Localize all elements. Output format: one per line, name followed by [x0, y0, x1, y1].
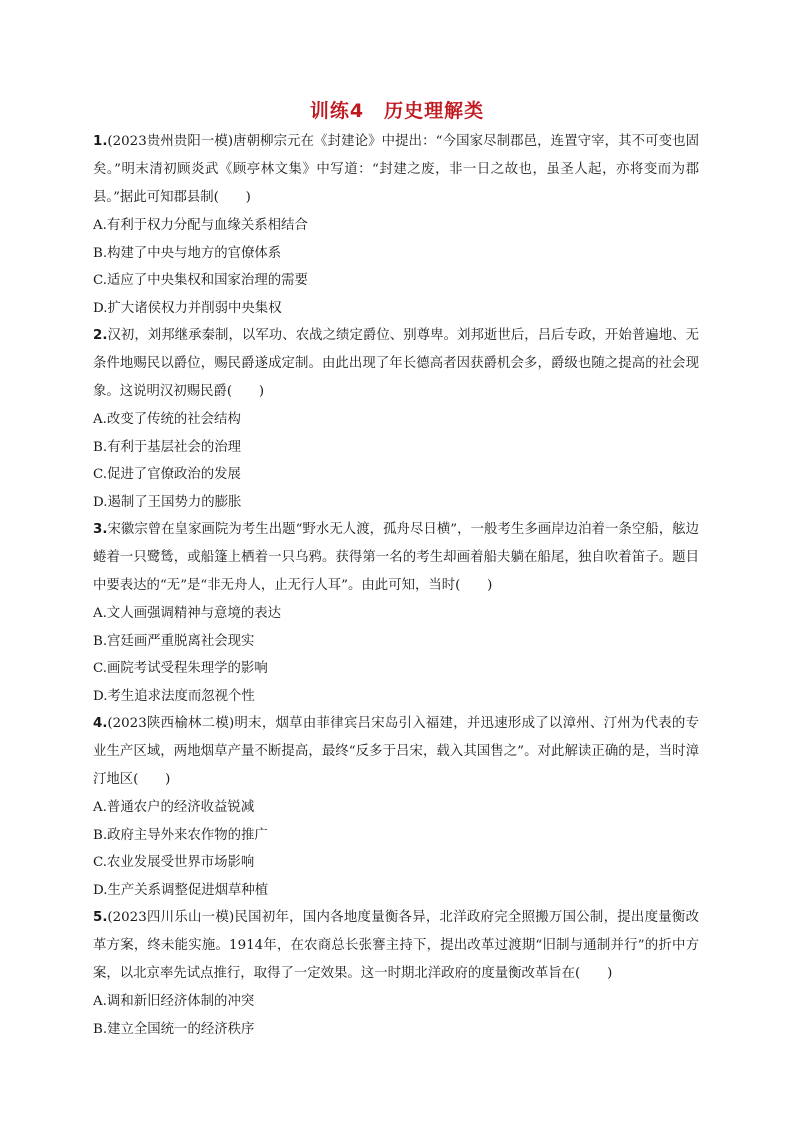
- question-number: 3.: [93, 522, 108, 537]
- option-b: B.构建了中央与地方的官僚体系: [93, 245, 282, 261]
- question-stem: [93, 128, 699, 212]
- option-d: D.生产关系调整促进烟草种植: [93, 882, 269, 898]
- question-text: 汉初，刘邦继承秦制，以军功、农战之绩定爵位、别尊卑。刘邦逝世后，吕后专政，开始普遍地、无条件地赐民以爵位，赐民爵遂成定制。由此出现了年长德高者因获爵机会多，爵级也随之提高的社会现象。这说明汉初赐民爵( ): [93, 328, 699, 399]
- option-a: A.有利于权力分配与血缘关系相结合: [93, 218, 308, 233]
- option-c: C.适应了中央集权和国家治理的需要: [93, 273, 308, 288]
- question-text: (2023贵州贵阳一模)唐朝柳宗元在《封建论》中提出：“今国家尽制郡邑，连置守宰，其不可变也固矣。”明末清初顾炎武《顾亭林文集》中写道：“封建之废，非一日之故也，虽圣人起，亦将变而为郡县。”据此可知郡县制( ): [93, 134, 699, 205]
- option-a: A.文人画强调精神与意境的表达: [93, 606, 282, 621]
- question-number: 5.: [93, 910, 108, 925]
- option-d: D.考生追求法度而忽视个性: [93, 688, 255, 704]
- question-5: [93, 904, 699, 1043]
- question-number: 4.: [93, 716, 108, 731]
- option-a: A.改变了传统的社会结构: [93, 412, 241, 427]
- question-stem: [93, 710, 699, 794]
- question-list: [93, 128, 699, 1043]
- question-number: 2.: [93, 328, 108, 343]
- question-1: [93, 128, 699, 322]
- question-3: [93, 516, 699, 710]
- option-d: D.遏制了王国势力的膨胀: [93, 494, 242, 510]
- option-b: B.有利于基层社会的治理: [93, 439, 242, 455]
- question-text: (2023四川乐山一模)民国初年，国内各地度量衡各异，北洋政府完全照搬万国公制，提出度量衡改革方案，终未能实施。1914年，在农商总长张謇主持下，提出改革过渡期“旧制与通制并行”的折中方案，以北京率先试点推行，取得了一定效果。这一时期北洋政府的度量衡改革旨在( ): [93, 910, 699, 981]
- option-b: B.宫廷画严重脱离社会现实: [93, 633, 255, 649]
- option-a: A.调和新旧经济体制的冲突: [93, 994, 255, 1009]
- option-a: A.普通农户的经济收益锐减: [93, 800, 255, 815]
- page-title: 训练4 历史理解类: [309, 100, 485, 122]
- option-d: D.扩大诸侯权力并削弱中央集权: [93, 300, 282, 316]
- question-number: 1.: [93, 134, 108, 149]
- question-stem: [93, 904, 699, 988]
- question-4: [93, 710, 699, 904]
- question-stem: [93, 516, 699, 600]
- question-stem: [93, 322, 699, 406]
- option-c: C.画院考试受程朱理学的影响: [93, 661, 268, 676]
- option-c: C.农业发展受世界市场影响: [93, 855, 255, 870]
- option-c: C.促进了官僚政治的发展: [93, 467, 241, 482]
- question-text: (2023陕西榆林二模)明末，烟草由菲律宾吕宋岛引入福建，并迅速形成了以漳州、汀州为代表的专业生产区域，两地烟草产量不断提高，最终“反多于吕宋，载入其国售之”。对此解读正确的是，当时漳汀地区( ): [93, 716, 699, 787]
- question-text: 宋徽宗曾在皇家画院为考生出题“野水无人渡，孤舟尽日横”，一般考生多画岸边泊着一条空船，舷边蜷着一只鹭鸶，或船篷上栖着一只乌鸦。获得第一名的考生却画着船夫躺在船尾，独自吹着笛子。题目中要表达的“无”是“非无舟人，止无行人耳”。由此可知，当时( ): [93, 522, 699, 593]
- question-2: [93, 322, 699, 516]
- option-b: B.建立全国统一的经济秩序: [93, 1021, 255, 1037]
- option-b: B.政府主导外来农作物的推广: [93, 827, 268, 843]
